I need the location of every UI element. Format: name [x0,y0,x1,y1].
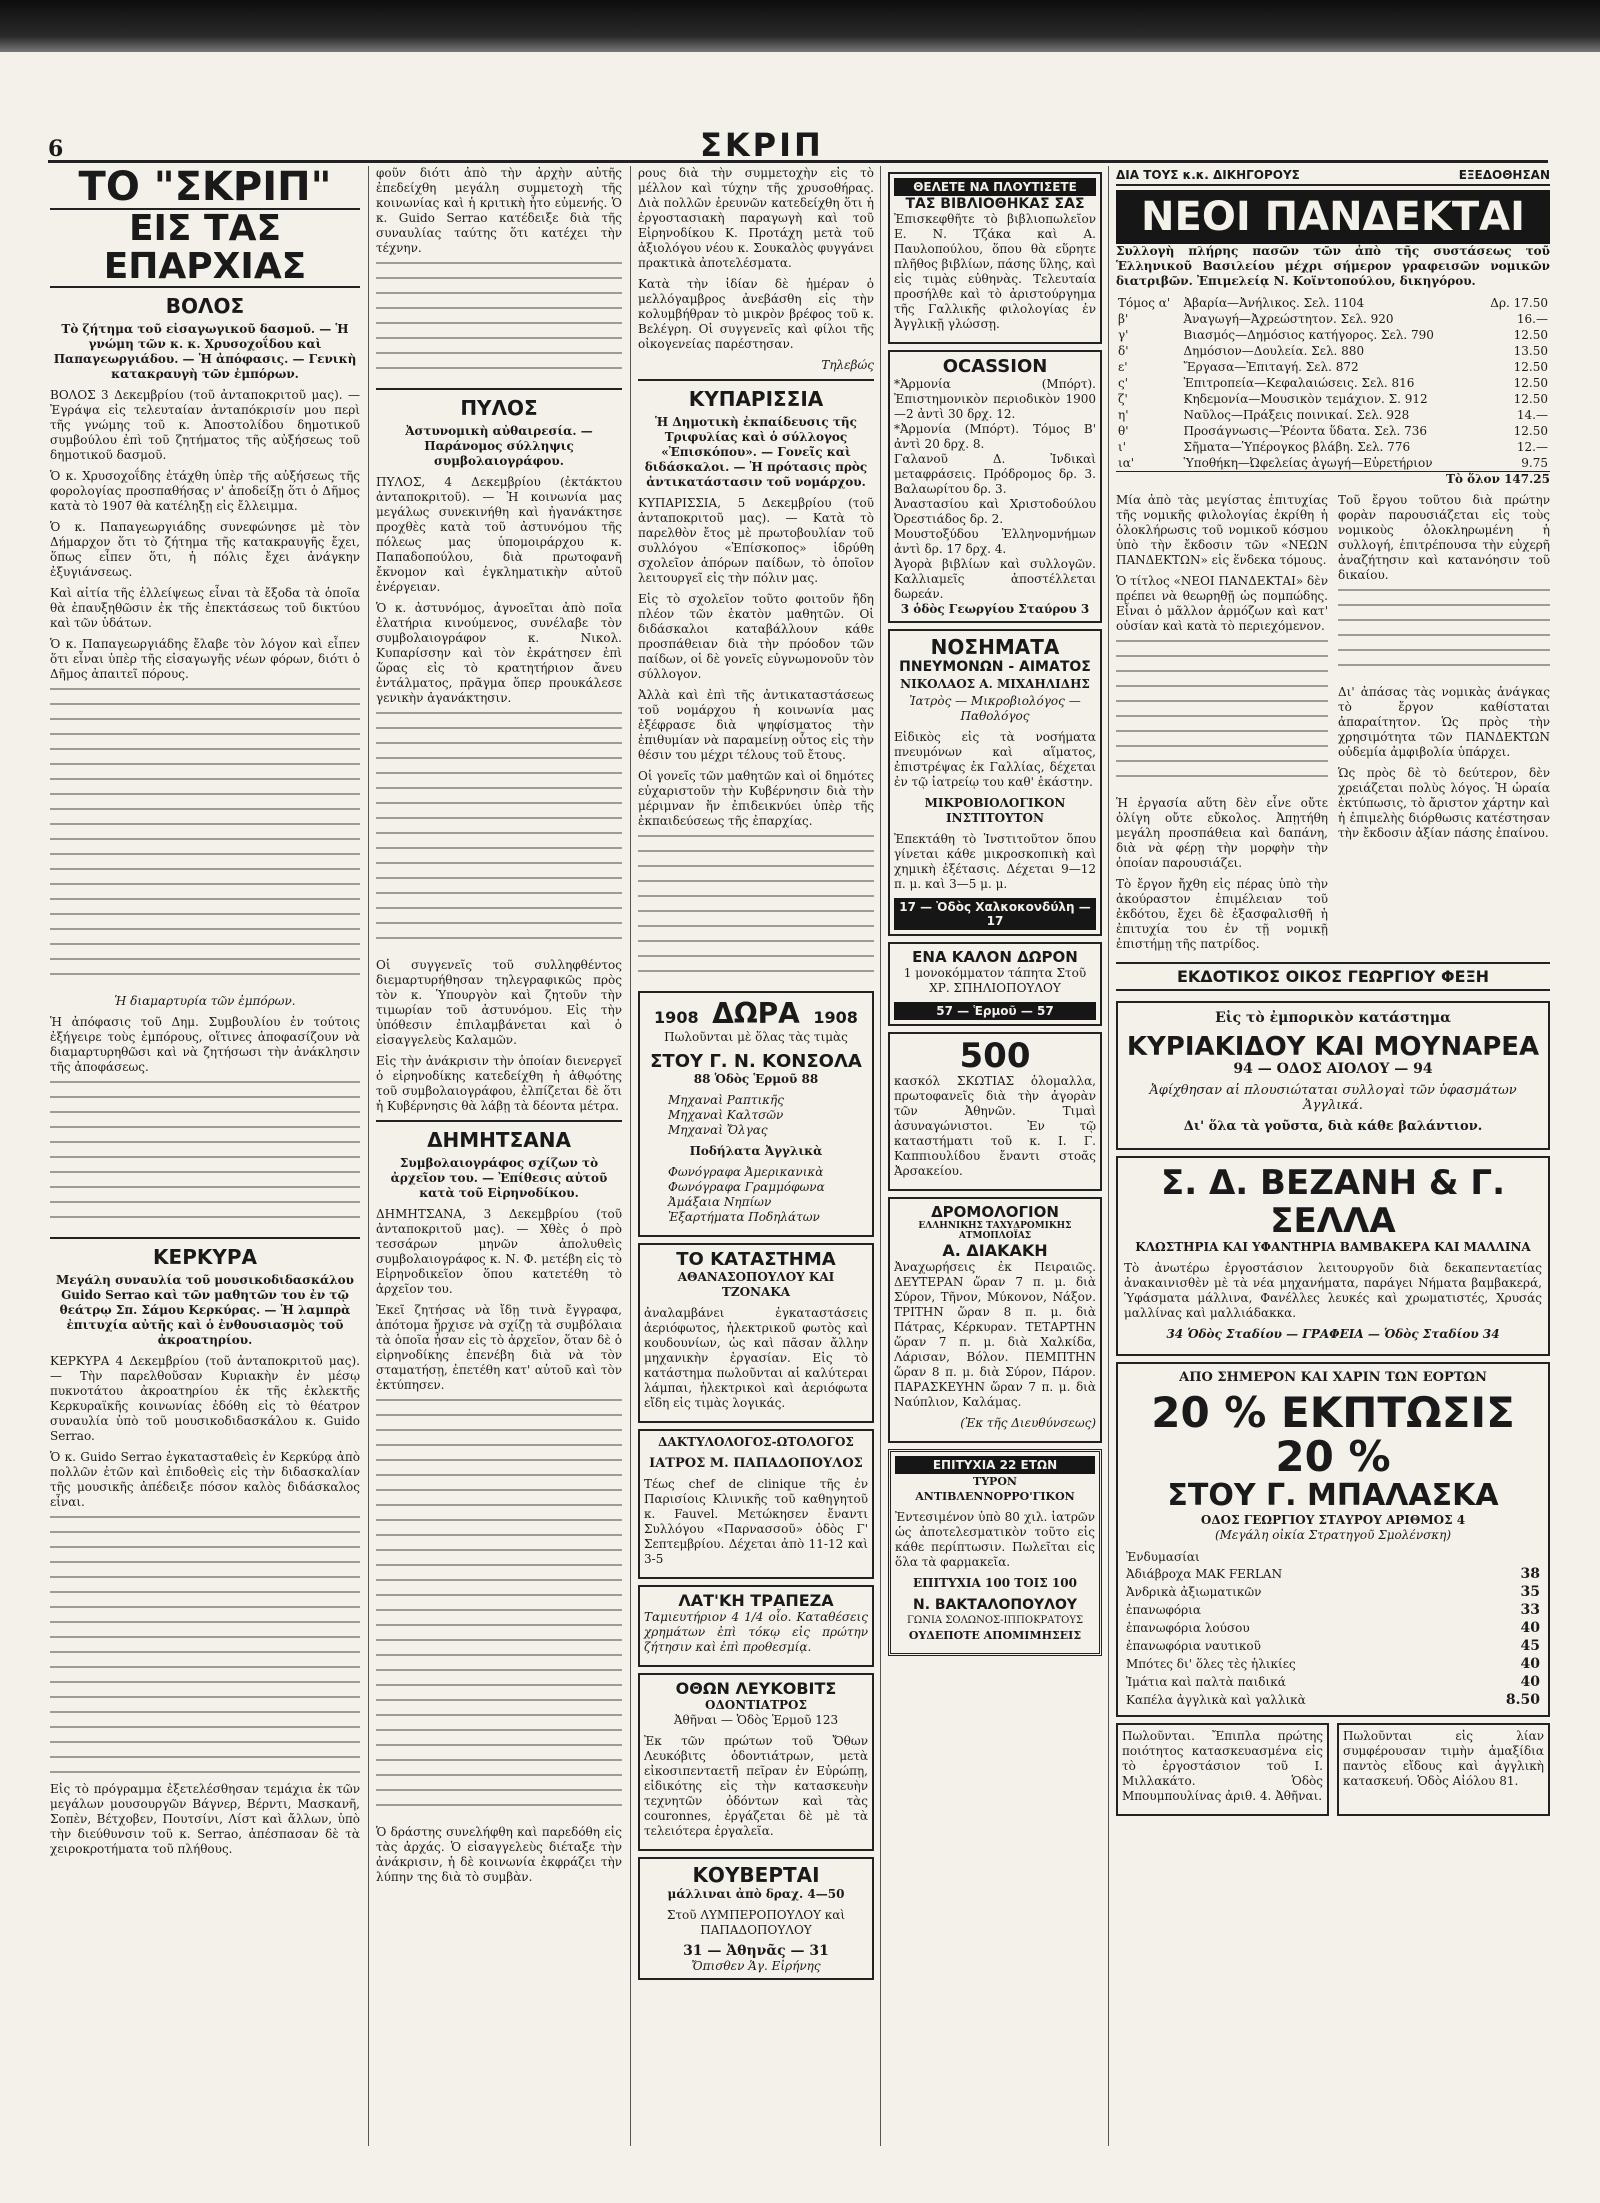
ad-note: (Ἐκ τῆς Διευθύνσεως) [960,1416,1096,1430]
ad-item: Γαλανοῦ Δ. Ἰνδικαὶ μεταφράσεις. Πρόδρομος δρ. 3. Βαλαωρίτου δρ. 3. [894,452,1096,496]
ad-500 [888,1032,1102,1191]
ad-year: 1908 [813,1008,858,1027]
ad-furniture [1116,1723,1329,1816]
volume-label: ι' [1118,440,1127,454]
article-paragraph: Ὁ κ. Guido Serrao ἐγκατασταθεὶς ἐν Κερκύρᾳ ἀπὸ πολλῶν ἐτῶν καὶ ἐπιδοθεὶς εἰς τὴν διδασκαλίαν τῆς μουσικῆς ἀπέδειξε πόσον καλὸς διδάσκαλος εἶναι. [50,1449,360,1509]
article-paragraph: Οἱ συγγενεῖς τοῦ συλληφθέντος διεμαρτυρήθησαν τηλεγραφικῶς πρὸς τὸν κ. Ὑπουργὸν καὶ ζητοῦν τὴν τιμωρίαν τοῦ ἀστυνόμου. Εἰς τὴν ὑπόθεσιν ἐπιλαμβάνεται καὶ ὁ εἰσαγγελεὺς Καλαμῶν. [376,958,622,1047]
article-paragraph: φοῦν διότι ἀπὸ τὴν ἀρχὴν αὐτῆς ἐπεδείχθη μεγάλη συμμετοχὴ τῆς κοινωνίας καὶ ἡ κριτικὴ ἦτο εὐμενής. Ὁ κ. Guido Serrao κατέδειξε διὰ τῆς συναυλίας ταύτης ὅτι κατέχει τὴν τέχνην. [376,166,622,255]
volume-topic: Σῆματα—Ὑπέρογκος βλάβη. Σελ. 776 [1183,440,1411,454]
volume-row [1116,295,1550,311]
column-5 [1116,166,1550,2146]
article-signature: Τηλεβώς [821,358,874,372]
ad-shop-name: ΑΘΑΝΑΣΟΠΟΥΛΟΥ ΚΑΙ ΤΖΟΝΑΚΑ [677,1270,835,1299]
volume-topic: Ὑποθήκη—Ὠφελείας ἀγωγή—Εὑρετήριον [1183,456,1433,470]
volume-topic: Βιασμός—Δημόσιος κατήγορος. Σελ. 790 [1183,328,1434,342]
text-block-placeholder [1338,589,1550,679]
article-subheading: Ἀστυνομικὴ αὐθαιρεσία. — Παράνομος σύλληψις συμβολαιογράφου. [405,424,593,468]
ad-company-name: Α. ΔΙΑΚΑΚΗ [942,1241,1048,1260]
ad-occasion [888,350,1102,623]
volume-price: 12.50 [1513,376,1548,390]
article-paragraph: Εἰς τὴν ἀνάκρισιν τὴν ὁποίαν διενεργεῖ ὁ εἰρηνοδίκης κατεδείχθη ἡ ἀθῳότης τοῦ συμβολαιογράφου, ἐλπίζεται δὲ ὅτι ἡ Κυβέρνησις θὰ λάβῃ τὰ δέοντα μέτρα. [376,1054,622,1113]
article-paragraph: Ἀλλὰ καὶ ἐπὶ τῆς ἀντικαταστάσεως τοῦ νομάρχου ἡ κοινωνία μας ἐξέφρασε διὰ ψηφίσματος τὴν ἐπιθυμίαν νὰ παραμείνῃ οὗτος εἰς τὴν θέσιν του μέχρι τέλους τοῦ ἔτους. [638,688,874,762]
price-price: 35 [1520,1584,1540,1600]
text-block-placeholder [638,835,874,985]
volume-label: η' [1118,408,1129,422]
ad-address: 31 — Ἀθηνᾶς — 31 [683,1943,829,1959]
ad-subtitle: ΤΥΡΟΝ ΑΝΤΙΒΛΕΝΝΟΡΡΟ'ΓΙΚΟΝ [915,1475,1075,1503]
volume-topic: Κηδεμονία—Μουσικὸν τεμάχιον. Σ. 912 [1183,392,1428,406]
article-subheading: Συμβολαιογράφος σχίζων τὸ ἀρχεῖον του. — Ἐπίθεσις αὐτοῦ κατὰ τοῦ Εἰρηνοδίκου. [390,1156,608,1200]
price-row [1124,1565,1542,1583]
price-row [1124,1583,1542,1601]
ad-nosimata [888,629,1102,936]
price-price [1470,1549,1542,1565]
pandektai-body-right [1338,493,1550,958]
ad-item: Φωνόγραφα Ἀμερικανικὰ [668,1165,824,1179]
volume-price: 12.— [1516,440,1548,454]
price-price: 40 [1520,1656,1540,1672]
ad-item: Ἀμάξαια Νηπίων [668,1195,772,1209]
price-row [1124,1601,1542,1619]
ad-doctor-name: ΝΙΚΟΛΑΟΣ Α. ΜΙΧΑΗΛΙΔΗΣ [900,677,1090,691]
article-paragraph: ΒΟΛΟΣ 3 Δεκεμβρίου (τοῦ ἀνταποκριτοῦ μας). — Ἐγράψα εἰς τελευταίαν ἀνταπόκρισίν μου περὶ τῆς γνώμης τοῦ κ. Ἀποστολίδου δημοτικοῦ συμβούλου ἐπὶ τοῦ ζητήματος τῆς αὐξήσεως τοῦ δημοτικοῦ δασμοῦ. [50,387,360,462]
price-name: ἐπανωφόρια λούσου [1126,1621,1250,1635]
divider [638,379,874,381]
ad-address: 3 ὁδὸς Γεωργίου Σταύρου 3 [900,602,1090,616]
ad-note: ΟΥΔΕΠΟΤΕ ΑΠΟΜΙΜΗΣΕΙΣ [908,1629,1082,1642]
price-price: 40 [1520,1674,1540,1690]
price-price: 40 [1520,1620,1540,1636]
ad-note: (Μεγάλη οἰκία Στρατηγοῦ Σμολένσκη) [1214,1528,1452,1542]
ad-title: ΔΩΡΑ [712,997,800,1030]
ad-subtitle: ΚΛΩΣΤΗΡΙΑ ΚΑΙ ΥΦΑΝΤΗΡΙΑ ΒΑΜΒΑΚΕΡΑ ΚΑΙ ΜΑΛΛΙΝΑ [1135,1240,1531,1254]
article-paragraph: Ὁ κ. ἀστυνόμος, ἀγνοεῖται ἀπὸ ποῖα ἐλατήρια κινούμενος, συνέλαβε τὸν συμβολαιογράφον κ. Νικολ. Κυπαρίσσην καὶ τὸν ἐκράτησεν ἐπὶ ὥρας εἰς τὸ κρατητήριον ἄνευ ἐντάλματος, πρᾶγμα ὅπερ προυκάλεσε γενικὴν ἀγανάκτησιν. [376,601,622,705]
article-paragraph: Κατὰ τὴν ἰδίαν δὲ ἡμέραν ὁ μελλόγαμβρος ἀνεβάσθη εἰς τὴν κολυμβήθραν τὸ μικρὸν βρέφος τοῦ κ. Βελέγρη. Οἱ συγγενεῖς καὶ φίλοι τῆς οἰκογενείας παρέστησαν. [638,277,874,351]
article-subheading: Ἡ Δημοτικὴ ἐκπαίδευσις τῆς Τριφυλίας καὶ ὁ σύλλογος «Ἐπισκόπου». — Γονεῖς καὶ διδάσκαλοι. — Ἡ πρότασις πρὸς ἀντικατάστασιν τοῦ νομάρχου. [644,415,868,489]
price-name: Καπέλα ἀγγλικὰ καὶ γαλλικὰ [1126,1693,1306,1707]
ad-subtitle: ΠΝΕΥΜΟΝΩΝ - ΑΙΜΑΤΟΣ [899,659,1091,675]
ad-address: 17 — Ὁδὸς Χαλκοκονδύλη — 17 [894,898,1096,930]
volume-row [1116,407,1550,423]
volume-price: 16.— [1516,312,1548,326]
ad-text: Ἐκ τῶν πρώτων τοῦ Ὄθων Λευκόβιτς ὁδοντιάτρων, μετὰ εἰκοσιπενταετῆ πεῖραν ἐν Εὐρώπῃ, εἰδικότης εἰς τὴν κατασκευὴν τεχνητῶν ὀδόντων καὶ τὰς couronnes, ἐργάζεται δὲ μὲ τὰ τελειότερα ἐργαλεῖα. [644,1734,868,1838]
ad-item: Μηχαναὶ Καλτσῶν [668,1108,784,1122]
ad-address: ΓΩΝΙΑ ΣΟΛΩΝΟΣ-ΙΠΠΟΚΡΑΤΟΥΣ [906,1615,1084,1626]
divider [50,1237,360,1239]
volume-label: ζ' [1118,392,1128,406]
ad-shop-name: Ν. ΒΑΚΤΑΛΟΠΟΥΛΟΥ [912,1597,1077,1613]
price-price: 8.50 [1505,1692,1540,1708]
masthead-rule [48,160,1548,163]
price-price: 38 [1520,1566,1540,1582]
ad-text: Εἰδικὸς εἰς τὰ νοσήματα πνευμόνων καὶ αἵματος, ἐπιστρέψας ἐκ Γαλλίας, δέχεται ἐν τῷ ἰατρείῳ του καθ' ἑκάστην. [894,730,1096,789]
price-row [1124,1549,1542,1565]
article-paragraph: Εἰς τὸ πρόγραμμα ἐξετελέσθησαν τεμάχια ἐκ τῶν μεγάλων μουσουργῶν Βάγνερ, Βέρντι, Μασκανῆ, Σοπὲν, Βέτχοβεν, Πουτσίνι, Λίστ καὶ ἄλλων, ὑπὸ τὴν διεύθυνσιν τοῦ κ. Serrao, ἀπέσπασαν δὲ τὰ χειροκροτήματα τοῦ πλήθους. [50,1781,360,1856]
text-block-placeholder [50,688,360,988]
volume-label: β' [1118,312,1129,326]
banner-left: ΔΙΑ ΤΟΥΣ κ.κ. ΔΙΚΗΓΟΡΟΥΣ [1116,168,1300,182]
ad-title: ΕΠΙΤΥΧΙΑ 22 ΕΤΩΝ [895,1456,1095,1474]
volume-topic: Ναῦλος—Πράξεις ποινικαί. Σελ. 928 [1183,408,1410,422]
text-block-placeholder [376,262,622,382]
ad-text: Τὸ ἀνωτέρω ἐργοστάσιον λειτουργοῦν διὰ δεκαπενταετίας ἀνακαινισθὲν μὲ τὰ νέα μηχανήματα, παράγει Νήματα βαμβακερά, Ὑφάσματα μάλλινα, Φανέλλες λευκές καὶ χρωματιστές, Χρυσάς μαλλίνας καὶ μαλλιάδακκα. [1124,1261,1542,1320]
volume-price: 14.— [1516,408,1548,422]
ad-epitychia [888,1449,1102,1656]
ad-address: ΟΔΟΣ ΓΕΩΡΓΙΟΥ ΣΤΑΥΡΟΥ ΑΡΙΘΜΟΣ 4 [1200,1513,1466,1527]
article-section-label: Ἡ διαμαρτυρία τῶν ἐμπόρων. [114,993,296,1008]
volume-row [1116,375,1550,391]
ad-katastima [638,1243,874,1423]
ad-text: Πωλοῦνται. Ἔπιπλα πρώτης ποιότητος κατασκευασμένα εἰς τὸ ἐργοστάσιον τοῦ Ι. Μιλλακάτο. Ὁδὸς Μπουμπουλίνας ἀριθ. 4. Ἀθῆναι. [1122,1729,1323,1803]
volume-row [1116,327,1550,343]
ad-title: Σ. Δ. ΒΕΖΑΝΗ & Γ. ΣΕΛΛΑ [1161,1163,1505,1241]
price-name: Ἀνδρικὰ ἀξιωματικῶν [1126,1585,1262,1599]
article-paragraph: Ὁ κ. Χρυσοχοΐδης ἐτάχθη ὑπὲρ τῆς αὐξήσεως τῆς φορολογίας προσπαθήσας ν' ἀποδείξῃ ὅτι ὁ Δῆμος κατὰ τὸ 1907 θὰ κατέληξῃ εἰς ἔλλειμμα. [50,468,360,513]
volume-price: 12.50 [1513,328,1548,342]
volume-row [1116,391,1550,407]
price-row [1124,1691,1542,1709]
volume-row [1116,311,1550,327]
ad-item: Ἀγορὰ βιβλίων καὶ συλλογῶν. Καλλιαμεῖς ἀποστέλλεται δωρεάν. [894,557,1096,601]
column-3 [638,166,874,2146]
ad-text: 1 μονοκόμματον τάπητα Στοῦ ΧΡ. ΣΠΗΛΙΟΠΟΥΛΟΥ [903,966,1087,995]
article-paragraph: Εἰς τὸ σχολεῖον τοῦτο φοιτοῦν ἤδη πλέον τῶν ἑκατὸν μαθητῶν. Οἱ διδάσκαλοι καταβάλλουν κάθε προσπάθειαν διὰ τὴν πρόοδον τῶν παίδων, οἱ δὲ γονεῖς εὐγνωμονοῦν τὸν σύλλογον. [638,592,874,681]
ad-discount: 20 % ΕΚΠΤΩΣΙΣ 20 % [1151,1388,1515,1481]
column-rule [880,166,881,2146]
ad-year: 1908 [654,1008,699,1027]
volume-label: ς' [1118,376,1129,390]
publisher-name: ΕΚΔΟΤΙΚΟΣ ΟΙΚΟΣ ΓΕΩΡΓΙΟΥ ΦΕΞΗ [1116,962,1550,991]
ad-item: Μηχαναὶ Ὄλγας [668,1123,768,1137]
article-heading-pylos: ΠΥΛΟΣ [460,396,538,420]
divider [376,388,622,390]
ad-address: Ἀθῆναι — Ὁδὸς Ἑρμοῦ 123 [673,1713,839,1727]
volume-price: 12.50 [1513,392,1548,406]
text-block-placeholder [50,1081,360,1231]
article-paragraph: ΠΥΛΟΣ, 4 Δεκεμβρίου (ἐκτάκτου ἀνταποκριτοῦ). — Ἡ κοινωνία μας μεγάλως συνεκινήθη καὶ ἠγανάκτησε προχθὲς κατὰ τοῦ ἀστυνόμου τῆς πόλεως μας ὑπομοιράρχου κ. Παπαδοπούλου, διὰ πρωτοφανῆ ἔκνομον καὶ ἐγκληματικὴν αὐτοῦ ἐνέργειαν. [376,475,622,594]
section-title: ΤΟ "ΣΚΡΙΠ" [78,166,332,210]
ad-text: ἀναλαμβάνει ἐγκαταστάσεις ἀεριόφωτος, ἠλεκτρικοῦ φωτὸς καὶ κουδουνίων, ὡς καὶ πᾶσαν ἄλλην μηχανικὴν ἐργασίαν. Εἰς τὸ κατάστημα πωλοῦνται αἱ καλύτεραι λάμπαι, ἠλεκτρικοὶ καὶ ἀεριόφωτα εἴδη εἰς τιμὰς λογικάς. [644,1306,868,1410]
ad-shop-name: ΣΤΟΥ Γ. Ν. ΚΟΝΣΟΛΑ [650,1051,862,1072]
ad-text: Πωλοῦνται εἰς λίαν συμφέρουσαν τιμὴν ἀμαξίδια παντὸς εἴδους καὶ ἀγγλικὴ κατασκευή. Ὁδὸς Αἰόλου 81. [1343,1729,1544,1788]
ad-title: ΕΝΑ ΚΑΛΟΝ ΔΩΡΟΝ [912,948,1078,966]
text-block-placeholder [50,1516,360,1776]
masthead-title: ΣΚΡΙΠ [700,126,824,164]
ad-title: ΔΑΚΤΥΛΟΛΟΓΟΣ-ΩΤΟΛΟΓΟΣ [658,1435,854,1449]
ad-doro [888,942,1102,1026]
price-name: Ἐνδυμασίαι [1126,1550,1200,1564]
ad-address: 88 Ὁδὸς Ἑρμοῦ 88 [693,1072,819,1086]
volume-label: ε' [1118,360,1128,374]
ad-item: Μηχαναὶ Ραπτικῆς [668,1093,784,1107]
volume-price: Δρ. 17.50 [1490,296,1548,310]
ad-title: ΔΡΟΜΟΛΟΓΙΟΝ [931,1203,1059,1221]
volume-label: γ' [1118,328,1129,342]
ad-vezani [1116,1156,1550,1356]
price-name: Ἱμάτια καὶ παλτὰ παιδικά [1126,1675,1286,1689]
article-paragraph: Ὁ δράστης συνελήφθη καὶ παρεδόθη εἰς τὰς ἀρχάς. Ὁ εἰσαγγελεὺς διέταξε τὴν ἀνάκρισιν, ἡ δὲ κοινωνία ἐκφράζει τὴν λύπην της διὰ τὸ συμβὰν. [376,1825,622,1884]
ad-subtitle: ΟΔΟΝΤΙΑΤΡΟΣ [705,1698,807,1712]
ad-address: 34 Ὁδὸς Σταδίου — ΓΡΑΦΕΙΑ — Ὁδὸς Σταδίου 34 [1166,1327,1500,1341]
price-row [1124,1655,1542,1673]
column-1 [50,166,360,2146]
pandektai-subtitle: Συλλογὴ πλήρης πασῶν τῶν ἀπὸ τῆς συστάσεως τοῦ Ἑλληνικοῦ Βασιλείου μέχρι σήμερον γραφεισῶν νομικῶν διατριβῶν. Ἐπιμελείᾳ Ν. Κοϊντοπούλου, δικηγόρου. [1116,244,1550,288]
ad-note: Ὄπισθεν Ἁγ. Εἰρήνης [691,1959,821,1973]
pandektai-title: ΝΕΟΙ ΠΑΝΔΕΚΤΑΙ [1116,190,1550,244]
ad-title: ΚΥΡΙΑΚΙΔΟΥ ΚΑΙ ΜΟΥΝΑΡΕΑ [1126,1032,1540,1062]
text-block-placeholder [376,1399,622,1819]
article-paragraph: Ἡ ἀπόφασις τοῦ Δημ. Συμβουλίου ἐν τούτοις ἐξήγειρε τοὺς ἐμπόρους, οἵτινες ἀποφασίζουν νὰ διαμαρτυρηθῶσι καὶ νὰ ζητήσωσι τὴν ἀνάκλησιν τῆς ἀποφάσεως. [50,1014,360,1074]
ad-carriages [1337,1723,1550,1816]
ad-item: *Ἀρμονία (Μπόρτ). Ἐπιστημονικὸν περιοδικὸν 1900—2 ἀντὶ 30 δρχ. 12. [894,377,1096,421]
volume-price: 12.50 [1513,360,1548,374]
volume-price: 9.75 [1521,456,1548,470]
ad-dromologion [888,1197,1102,1443]
ad-line: Πωλοῦνται μὲ ὅλας τὰς τιμὰς [664,1030,848,1044]
column-2 [376,166,622,2146]
volume-label: Τόμος α' [1118,296,1171,310]
volume-topic: Ἔργασα—Ἐπιταγή. Σελ. 872 [1183,360,1359,374]
volume-price: 12.50 [1513,424,1548,438]
ad-trapeza [638,1585,874,1667]
ad-title: ΚΟΥΒΕΡΤΑΙ [692,1863,820,1887]
bottom-ads [1116,1723,1550,1816]
volumes-total: Τὸ ὅλον 147.25 [1116,471,1550,487]
ad-subtitle: ΕΛΛΗΝΙΚΗΣ ΤΑΧΥΔΡΟΜΙΚΗΣ ΑΤΜΟΠΛΟΪΑΣ [918,1221,1072,1241]
ad-item: Ἀναστασίου καὶ Χριστοδούλου Ὀρεστιάδος δρ. 2. [894,497,1096,526]
article-paragraph: ΔΗΜΗΤΣΑΝΑ, 3 Δεκεμβρίου (τοῦ ἀνταποκριτοῦ μας). — Χθὲς ὁ πρὸ τεσσάρων μηνῶν ἀπολυθεὶς συμβολαιογράφος κ. Ν. Φ. μετέβη εἰς τὸ Εἰρηνοδικεῖον ὅπου κατετέθη τὸ ἀρχεῖον του. [376,1207,622,1296]
volume-row [1116,439,1550,455]
ad-subheading: Ποδήλατα Ἀγγλικὰ [689,1144,823,1158]
article-heading-kyparissia: ΚΥΠΑΡΙΣΣΙΑ [688,387,824,411]
article-subheading: Μεγάλη συναυλία τοῦ μουσικοδιδασκάλου Guido Serrao καὶ τῶν μαθητῶν του ἐν τῷ θεάτρῳ Σπ. Σάμου Κερκύρας. — Ἡ λαμπρὰ ἐπιτυχία αὐτῆς καὶ ὁ ἐνθουσιασμὸς τοῦ ἀκροατηρίου. [56,1272,354,1347]
price-row [1124,1619,1542,1637]
volume-row [1116,455,1550,471]
article-paragraph: Ἡ ἐργασία αὕτη δὲν εἶνε οὔτε ὀλίγη οὔτε εὔκολος. Ἀπῃτήθη μεγάλη προσπάθεια καὶ δαπάνη, διὰ νὰ φέρῃ τὴν μορφὴν τὴν ὁποίαν παρουσιάζει. [1116,796,1328,870]
ad-text: Ἀφίχθησαν αἱ πλουσιώταται συλλογαὶ τῶν ὑφασμάτων Ἀγγλικά. [1149,1083,1517,1113]
article-paragraph: ΚΥΠΑΡΙΣΣΙΑ, 5 Δεκεμβρίου (τοῦ ἀνταποκριτοῦ μας). — Κατὰ τὸ παρελθὸν ἔτος μὲ πρωτοβουλίαν τοῦ συλλόγου «Ἐπίσκοπος» ἱδρύθη σχολεῖον ἀπόρων παίδων, τὸ ὁποῖον λειτουργεῖ εἰς τὴν πόλιν μας. [638,496,874,585]
price-name: Μπότες δι' ὅλες τὲς ἡλικίες [1126,1657,1296,1671]
ad-title: ΝΟΣΗΜΑΤΑ [930,635,1060,659]
ad-intro: Εἰς τὸ ἐμπορικὸν κατάστημα [1215,1010,1451,1026]
volumes-table [1116,295,1550,471]
price-name: ἐπανωφόρια [1126,1603,1201,1617]
ad-dora [638,991,874,1237]
ad-item: Ἐξαρτήματα Ποδηλάτων [668,1210,820,1224]
price-list [1124,1549,1542,1709]
ad-item: Μουστοξύδου Ἑλληνομνήμων ἀντὶ δρ. 17 δρχ. 4. [894,527,1096,556]
ad-title: ΛΑΤ'ΚΗ ΤΡΑΠΕΖΑ [678,1591,834,1610]
column-4 [888,166,1102,2146]
column-rule [630,166,631,2146]
ad-address: 57 — Ἑρμοῦ — 57 [894,1002,1096,1020]
ad-banner [1116,166,1550,186]
article-paragraph: Τοῦ ἔργου τοῦτου διὰ πρώτην φορὰν παρουσιάζεται εἰς τοὺς νομικοὺς ὁλοκληρωμένη ἡ συλλογή, ἐπιτρέπουσα τὴν εὐχερῆ ἀναζήτησιν καὶ κατανόησιν τοῦ δικαίου. [1338,493,1550,582]
ad-title: OCASSION [942,356,1048,377]
ad-title: ΟΘΩΝ ΛΕΥΚΟΒΙΤΣ [675,1679,837,1698]
ad-othon [638,1673,874,1851]
ad-text: Ἐπισκεφθῆτε τὸ βιβλιοπωλεῖον Ε. Ν. Τζάκα καὶ Α. Παυλοπούλου, ὅπου θὰ εὕρητε πλῆθος βιβλίων, πάσης ὕλης, καὶ εἰς τιμὰς εὐθηνὰς. Τελευταία προσήλθε καὶ τὸ ἀριστούργημα τῆς Γαλλικῆς φιλολογίας ἐν Ἀγγλικῇ γλώσσῃ. [894,212,1096,331]
page-number: 6 [48,136,64,162]
price-price: 45 [1520,1638,1540,1654]
volume-topic: Ἀβαρία—Ἀνήλικος. Σελ. 1104 [1183,296,1365,310]
ad-shop-name: ΣΤΟΥ Γ. ΜΠΑΛΑΣΚΑ [1167,1478,1499,1513]
ad-text: κασκόλ ΣΚΩΤΙΑΣ ὁλομαλλα, πρωτοφανεῖς διὰ τὴν ἀγορὰν τῶν Ἀθηνῶν. Τιμαὶ ἀσυναγώνιστοι. Ἐν τῷ καταστήματι τοῦ κ. Ι. Γ. Καππιουλίδου ἔναντι στοᾶς Ἀρσακείου. [894,1074,1096,1178]
volume-label: ια' [1118,456,1135,470]
volume-topic: Προσάγνωσις—Ῥέοντα ὕδατα. Σελ. 736 [1183,424,1428,438]
article-heading-kerkyra: ΚΕΡΚΥΡΑ [153,1244,257,1269]
ad-title: ΘΕΛΕΤΕ ΝΑ ΠΛΟΥΤΙΣΕΤΕ [894,178,1096,196]
ad-shop-name: Στοῦ ΛΥΜΠΕΡΟΠΟΥΛΟΥ καὶ ΠΑΠΑΔΟΠΟΥΛΟΥ [666,1908,846,1937]
ad-title: ΤΟ ΚΑΤΑΣΤΗΜΑ [676,1249,836,1270]
price-name: ἐπανωφόρια ναυτικοῦ [1126,1639,1261,1653]
ad-doctor-role: Ἰατρὸς — Μικροβιολόγος — Παθολόγος [909,694,1081,723]
ad-text: Ἐπεκτάθη τὸ Ἰνστιτοῦτον ὅπου γίνεται κάθε μικροσκοπικὴ καὶ χημικὴ ἐξέτασις. Δέχεται 9—12 π. μ. καὶ 3—5 μ. μ. [894,832,1096,891]
ad-item: Φωνόγραφα Γραμμόφωνα [668,1180,825,1194]
ad-title: 500 [959,1036,1031,1076]
article-paragraph: Μία ἀπὸ τὰς μεγίστας ἐπιτυχίας τῆς νομικῆς φιλολογίας ἐκρίθη ἡ ὁλοκλήρωσις τοῦ νομικοῦ κόσμου ὑπὸ τὴν ἔκδοσιν τῶν «ΝΕΩΝ ΠΑΝΔΕΚΤΩΝ» εἰς ἕνδεκα τόμους. [1116,493,1328,567]
ad-subtitle: ΤΑΣ ΒΙΒΛΙΟΘΗΚΑΣ ΣΑΣ [905,196,1085,212]
price-row [1124,1673,1542,1691]
text-block-placeholder [1116,640,1328,790]
article-heading-volos: ΒΟΛΟΣ [165,293,245,318]
ad-text: Τέως chef de clinique τῆς ἐν Παρισίοις Κλινικῆς τοῦ καθηγητοῦ κ. Fauvel. Μετώκησεν ἔναντι Συλλόγου «Παρνασσοῦ» ὁδὸς Γ' Σεπτεμβρίου. Δέχεται ἀπὸ 11-12 καὶ 3-5 [644,1477,868,1566]
ad-kouvertai [638,1857,874,1980]
ad-kyriakidou [1116,1001,1550,1150]
ad-text: Ἀναχωρήσεις ἐκ Πειραιῶς. ΔΕΥΤΕΡΑΝ ὥραν 7 π. μ. διὰ Σύρον, Τῆνον, Μύκονον, Νάξον. ΤΡΙΤΗΝ ὥραν 8 π. μ. διὰ Πάτρας, Κέρκυραν. ΤΕΤΑΡΤΗΝ ὥραν 7 π. μ. διὰ Χαλκίδα, Λάρισαν, Βόλον. ΠΕΜΠΤΗΝ ὥραν 8 π. μ. διὰ Σύρον, Πάρον. ΠΑΡΑΣΚΕΥΗΝ ὥραν 7 π. μ. διὰ Ναύπλιον, Καλάμας. [894,1260,1096,1409]
scan-top-band [0,0,1600,52]
ad-text: Ταμιευτήριον 4 1/4 οἷο. Καταθέσεις χρημάτων ἐπὶ τόκῳ εἰς πρώτην ζήτησιν καὶ ἐπὶ προθεσμίᾳ. [644,1610,868,1654]
price-price: 33 [1520,1602,1540,1618]
column-rule [368,166,369,2146]
article-paragraph: Ἐκεῖ ζητήσας νὰ ἴδῃ τινὰ ἔγγραφα, ἀπότομα ἤρχισε νὰ σχίζῃ τὰ συμβόλαια τὰ ὁποῖα ἦσαν εἰς τὸ ἀρχεῖον, ὅταν δὲ ὁ εἰρηνοδίκης ἐπενέβη διὰ νὰ τὸν σταματήσῃ, ἐπετέθη κατ' αὐτοῦ καὶ τὸν ἐκτύπησεν. [376,1303,622,1392]
price-row [1124,1637,1542,1655]
ad-text: Ἐντεσιμένον ὑπὸ 80 χιλ. ἰατρῶν ὡς ἀποτελεσματικὸν τοῦτο εἰς κάθε περίπτωσιν. Πωλεῖται εἰς ὅλα τὰ φαρμακεῖα. [895,1510,1095,1569]
article-paragraph: Οἱ γονεῖς τῶν μαθητῶν καὶ οἱ δημότες εὐχαριστοῦν τὴν Κυβέρνησιν διὰ τὴν μέριμναν ἥν ἐπιδεικνύει ὑπὲρ τῆς ἐκπαιδεύσεως τῆς ἐπαρχίας. [638,769,874,828]
pandektai-body [1116,493,1550,958]
article-subheading: Τὸ ζήτημα τοῦ εἰσαγωγικοῦ δασμοῦ. — Ἡ γνώμη τῶν κ. κ. Χρυσοχοΐδου καὶ Παπαγεωργιάδου. — Ἡ ἀπόφασις. — Γενικὴ κατακραυγὴ τῶν ἐμπόρων. [53,321,357,381]
article-paragraph: ρους διὰ τὴν συμμετοχὴν εἰς τὸ μέλλον καὶ τύχην τῆς χρυσοθήρας. Διὰ πολλῶν ἐρευνῶν κατεδείχθη ὅτι ἡ ἐργοστασιακὴ παραγωγὴ καὶ τοῦ Εἰρηνοδίκου Κ. Προτάχη μετὰ τοῦ ἀξιολόγου νέου κ. Σουκαλὸς φυγγάνει πρακτικὰ ἀποτελέσματα. [638,166,874,270]
ad-claim: ΕΠΙΤΥΧΙΑ 100 ΤΟΙΣ 100 [913,1576,1077,1590]
divider [376,1120,622,1122]
article-heading-dimitsana: ΔΗΜΗΤΣΑΝΑ [427,1128,571,1152]
volume-price: 13.50 [1513,344,1548,358]
volume-topic: Ἐπιτροπεία—Κεφαλαιώσεις. Σελ. 816 [1183,376,1415,390]
column-rule [1108,166,1109,2146]
ad-bibliothikas [888,172,1102,344]
article-paragraph: Ὁ τίτλος «ΝΕΟΙ ΠΑΝΔΕΚΤΑΙ» δὲν πρέπει νὰ θεωρηθῇ ὡς πομπώδης. Εἶναι ὁ μᾶλλον ἁρμόζων καὶ κατ' οὐσίαν καὶ κατὰ τὸ περιεχόμενον. [1116,574,1329,633]
volume-row [1116,359,1550,375]
pandektai-body-left [1116,493,1328,958]
section-subtitle: ΕΙΣ ΤΑΣ ΕΠΑΡΧΙΑΣ [50,208,360,288]
article-paragraph: Δι' ἀπάσας τὰς νομικὰς ἀνάγκας τὸ ἔργον καθίσταται ἀπαραίτητον. Ὡς πρὸς τὴν χρησιμότητα τῶν ΠΑΝΔΕΚΤΩΝ οὐδεμία ἀμφιβολία ὑπάρχει. [1338,685,1550,759]
volume-topic: Ἀναγωγή—Ἀχρεώστητον. Σελ. 920 [1183,312,1394,326]
ad-heading: ΑΠΟ ΣΗΜΕΡΟΝ ΚΑΙ ΧΑΡΙΝ ΤΩΝ ΕΟΡΤΩΝ [1179,1370,1487,1385]
article-paragraph: Ὁ κ. Παπαγεωργιάδης ἔλαβε τὸν λόγον καὶ εἶπεν ὅτι εἶναι ὑπὲρ τῆς εἰσαγωγῆς νέων φόρων, διότι ὁ Δῆμος ἀπαιτεῖ πόρους. [50,636,360,681]
article-paragraph: Ὡς πρὸς δὲ τὸ δεύτερον, δὲν χρειάζεται πολὺς λόγος. Ἡ ὡραία ἐκτύπωσις, τὸ ἄριστον χάρτην καὶ ἡ ἐπιμελὴς διόρθωσις κατέστησαν τὴν ἔκδοσιν ἀξίαν πάσης ἐπαίνου. [1338,766,1550,840]
volume-row [1116,343,1550,359]
volume-label: δ' [1118,344,1129,358]
volume-label: θ' [1118,424,1129,438]
volume-topic: Δημόσιον—Δουλεία. Σελ. 880 [1183,344,1365,358]
price-name: Ἀδιάβροχα ΜΑΚ FERLAN [1126,1567,1283,1581]
article-paragraph: ΚΕΡΚΥΡΑ 4 Δεκεμβρίου (τοῦ ἀνταποκριτοῦ μας). — Τὴν παρελθοῦσαν Κυριακὴν ἐν μέσῳ πυκνοτάτου ἀκροατηρίου ἐκ τῆς ἐκλεκτῆς Κερκυραϊκῆς κοινωνίας ἐδόθη εἰς τὸ θέατρον συναυλία ὑπὸ τοῦ μουσικοδιδασκάλου κ. Guido Serrao. [50,1353,360,1443]
article-paragraph: Καὶ αἰτία τῆς ἐλλείψεως εἶναι τὰ ἔξοδα τὰ ὁποῖα θὰ ἐπαυξηθῶσιν ἐκ τῆς ἐπεκτάσεως τοῦ δικτύου καὶ τῶν ὑδάτων. [50,585,360,630]
ad-text: μάλλιναι ἀπὸ δραχ. 4—50 [667,1887,845,1901]
article-paragraph: Τὸ ἔργον ἤχθη εἰς πέρας ὑπὸ τὴν ἀκούραστον ἐπιμέλειαν τοῦ ἐκδότου, ἔχει δὲ ἐξασφαλισθῆ ἡ ἐπιτυχία του ἐν τῇ νομικῇ ἐπιστήμῃ τῆς πατρίδος. [1116,877,1328,951]
ad-doctor-name: ΙΑΤΡΟΣ Μ. ΠΑΠΑΔΟΠΟΥΛΟΣ [649,1456,863,1471]
ad-address: 94 — ΟΔΟΣ ΑΙΟΛΟΥ — 94 [1233,1061,1433,1077]
volume-row [1116,423,1550,439]
text-block-placeholder [376,712,622,952]
banner-right: ΕΞΕΔΟΘΗΣΑΝ [1458,168,1550,182]
ad-iatros [638,1429,874,1579]
article-paragraph: Ὁ κ. Παπαγεωργιάδης συνεφώνησε μὲ τὸν Δήμαρχον ὅτι τὸ ζήτημα τῆς κατακραυγῆς ἔχει, ὅπως εἶπεν ὅτι, ἡ πόλις ἔχει ἀνάγκην ἐξυγιάνσεως. [50,519,360,579]
ad-item: *Ἀρμονία (Μπόρτ). Τόμος Β' ἀντὶ 20 δρχ. 8. [894,422,1096,451]
ad-institute: ΜΙΚΡΟΒΙΟΛΟΓΙΚΟΝ ΙΝΣΤΙΤΟΥΤΟΝ [924,796,1066,825]
ad-balaska [1116,1362,1550,1717]
ad-text: Δι' ὅλα τὰ γοῦστα, διὰ κάθε βαλάντιον. [1183,1119,1483,1134]
